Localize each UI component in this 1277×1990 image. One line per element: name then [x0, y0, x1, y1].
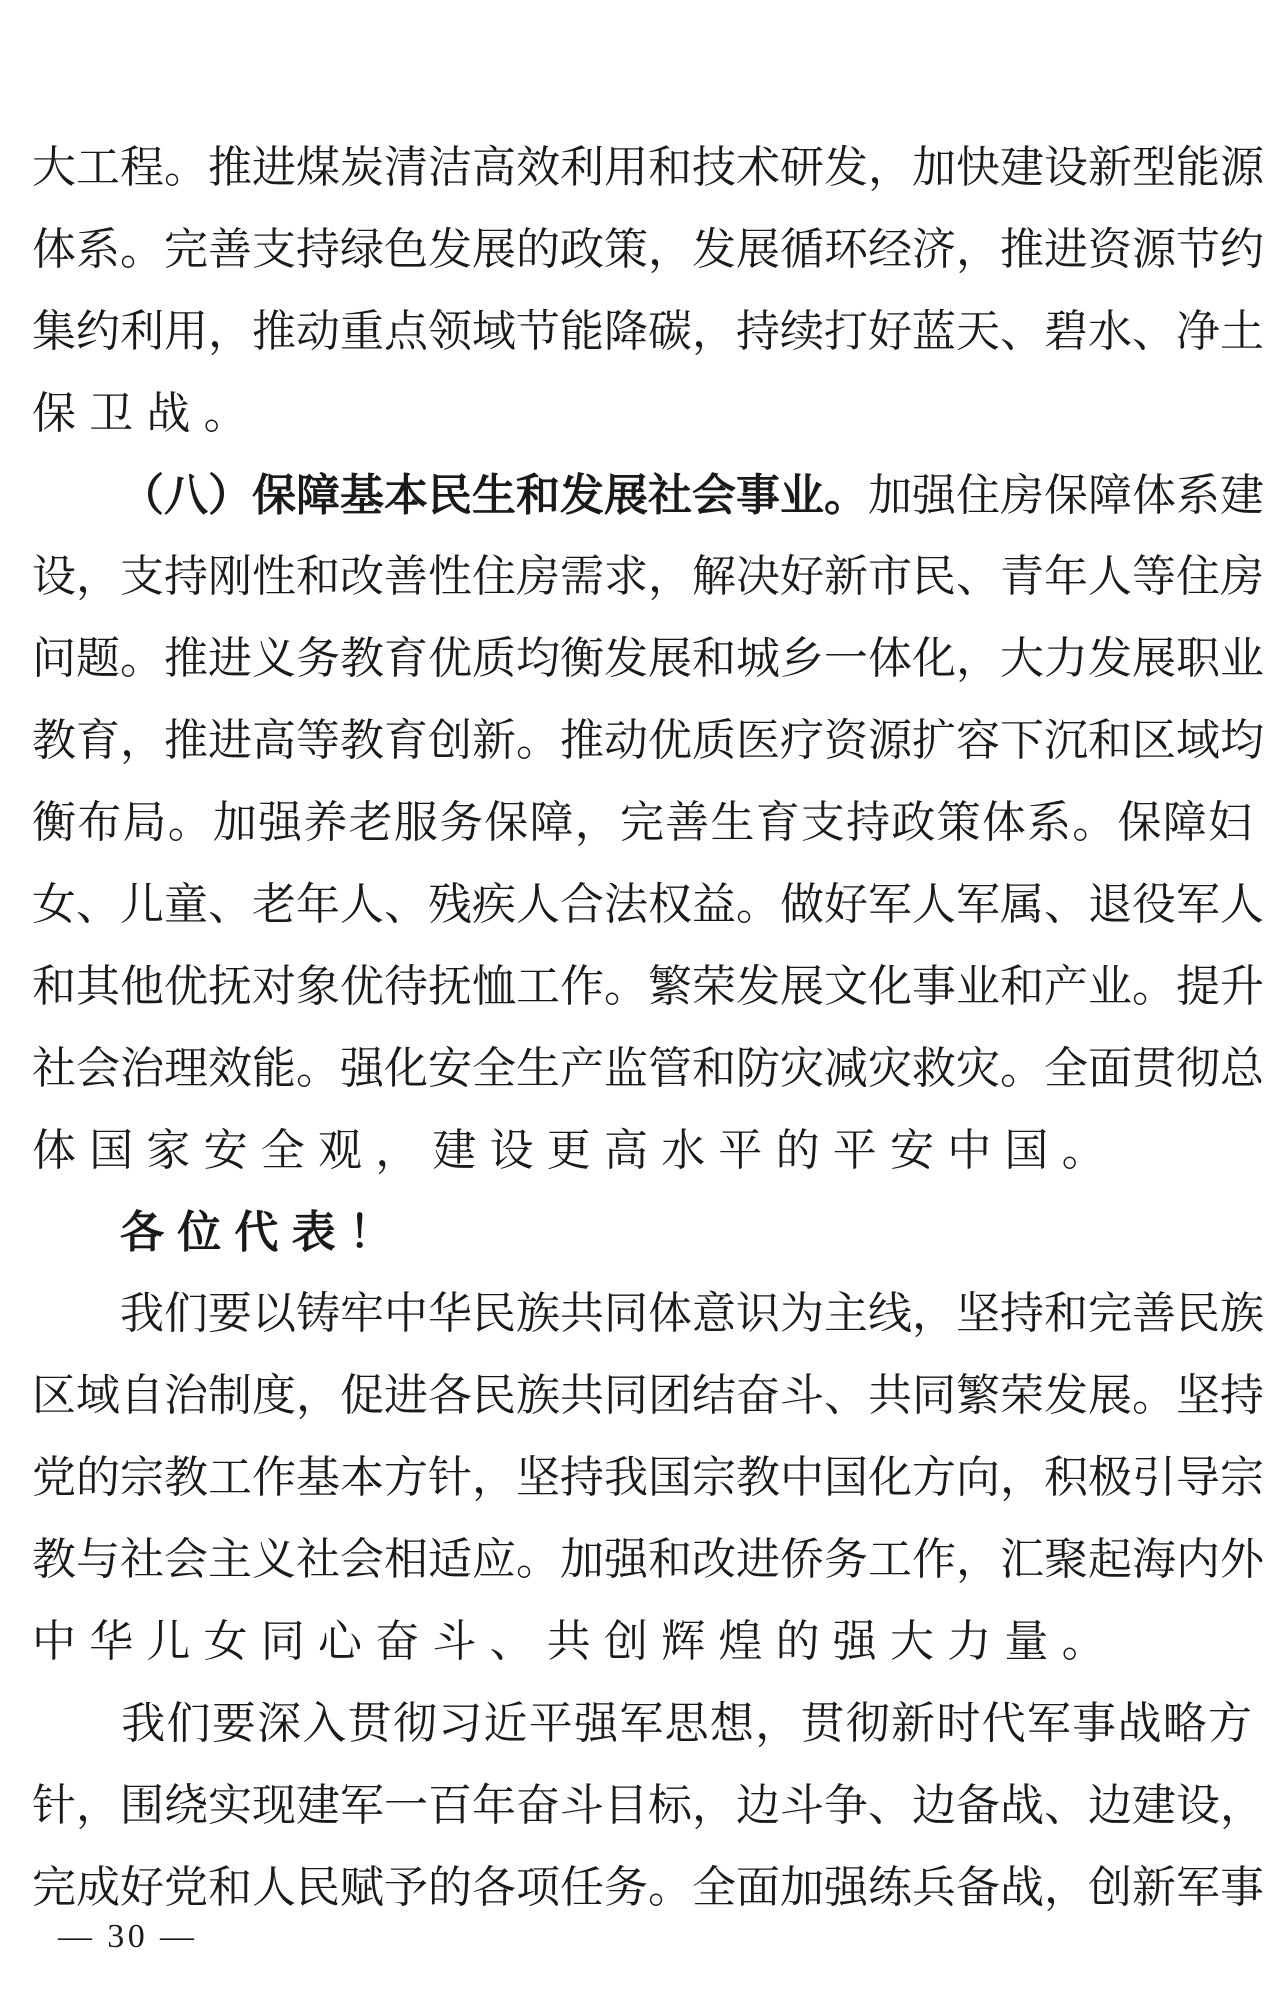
text-line — [32, 700, 1264, 782]
text-line — [32, 1765, 1264, 1847]
text-line — [32, 1683, 1252, 1765]
text-line — [32, 1519, 1264, 1601]
line-text: 我们要以铸牢中华民族共同体意识为主线，坚持和完善民族 — [120, 1288, 1264, 1340]
line-text: 完成好党和人民赋予的各项任务。全面加强练兵备战，创新军事 — [32, 1861, 1264, 1913]
text-line — [32, 1192, 1252, 1274]
text-line — [32, 1273, 1264, 1355]
page-number: — 30 — — [58, 1918, 198, 1955]
line-text: 衡布局。加强养老服务保障，完善生育支持政策体系。保障妇 — [32, 797, 1252, 849]
line-text: 区域自治制度，促进各民族共同团结奋斗、共同繁荣发展。坚持 — [32, 1370, 1264, 1422]
text-line — [32, 127, 1264, 209]
text-line — [32, 1601, 1252, 1683]
line-text: 中华儿女同心奋斗、共创辉煌的强大力量。 — [32, 1616, 1119, 1668]
text-line — [32, 536, 1264, 618]
text-line — [32, 618, 1264, 700]
text-line — [32, 864, 1264, 946]
line-text: 体国家安全观，建设更高水平的平安中国。 — [32, 1124, 1119, 1176]
text-line — [32, 1355, 1264, 1437]
line-text: 体系。完善支持绿色发展的政策，发展循环经济，推进资源节约 — [32, 223, 1264, 275]
text-line — [32, 455, 1264, 537]
text-line — [32, 1847, 1264, 1929]
text-line — [32, 373, 1252, 455]
section-heading: 各位代表！ — [120, 1206, 406, 1258]
line-text: 加强住房保障体系建 — [868, 469, 1264, 521]
body-text — [32, 127, 1264, 1929]
line-text: 教育，推进高等教育创新。推动优质医疗资源扩容下沉和区域均 — [32, 715, 1264, 767]
line-text: 我们要深入贯彻习近平强军思想，贯彻新时代军事战略方 — [120, 1697, 1252, 1749]
line-text: 保卫战。 — [32, 387, 261, 439]
line-text: 社会治理效能。强化安全生产监管和防灾减灾救灾。全面贯彻总 — [32, 1042, 1264, 1094]
text-line — [32, 1437, 1264, 1519]
line-text: 问题。推进义务教育优质均衡发展和城乡一体化，大力发展职业 — [32, 633, 1264, 685]
line-text: 大工程。推进煤炭清洁高效利用和技术研发，加快建设新型能源 — [32, 142, 1264, 193]
text-line — [32, 1028, 1264, 1110]
line-text: 女、儿童、老年人、残疾人合法权益。做好军人军属、退役军人 — [32, 879, 1264, 931]
line-text: 针，围绕实现建军一百年奋斗目标，边斗争、边备战、边建设， — [32, 1779, 1264, 1831]
line-text: 教与社会主义社会相适应。加强和改进侨务工作，汇聚起海内外 — [32, 1534, 1264, 1586]
line-text: 党的宗教工作基本方针，坚持我国宗教中国化方向，积极引导宗 — [32, 1452, 1264, 1504]
text-line — [32, 782, 1252, 864]
text-line — [32, 1110, 1252, 1192]
text-line — [32, 291, 1264, 373]
text-line — [32, 946, 1264, 1028]
text-line — [32, 209, 1264, 291]
line-text: 和其他优抚对象优待抚恤工作。繁荣发展文化事业和产业。提升 — [32, 960, 1264, 1012]
section-heading: （八）保障基本民生和发展社会事业。 — [120, 469, 868, 521]
line-text: 设，支持刚性和改善性住房需求，解决好新市民、青年人等住房 — [32, 551, 1264, 603]
line-text: 集约利用，推动重点领域节能降碳，持续打好蓝天、碧水、净土 — [32, 305, 1264, 357]
